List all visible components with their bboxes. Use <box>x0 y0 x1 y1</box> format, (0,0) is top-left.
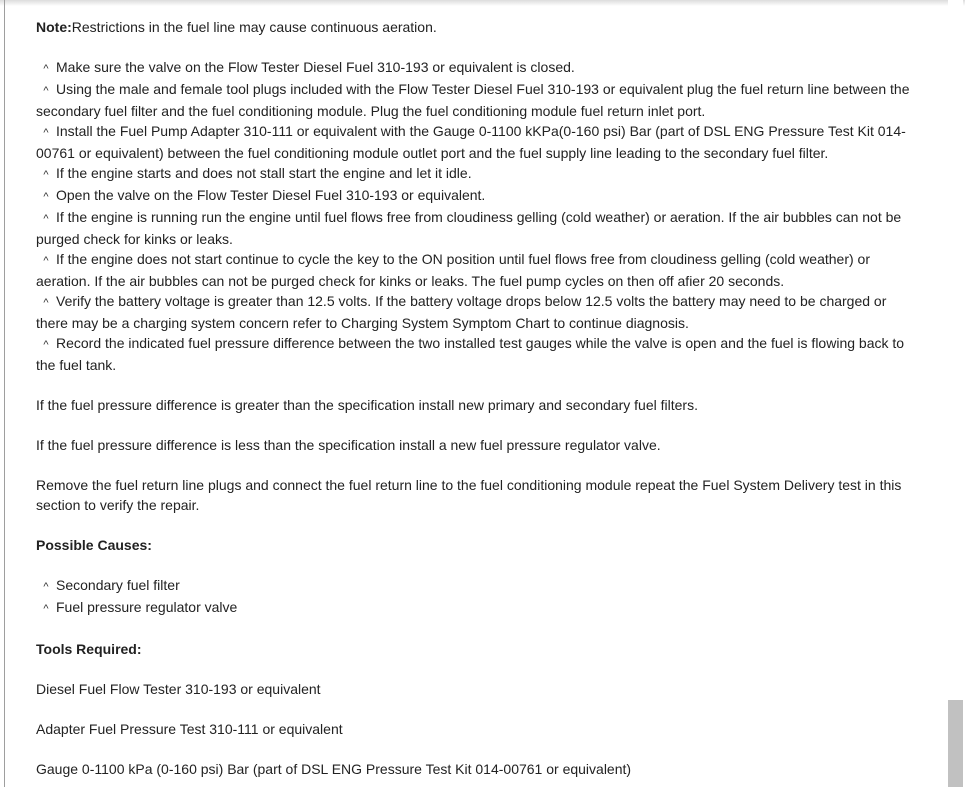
caret-icon: ^ <box>43 255 49 267</box>
step-text: Open the valve on the Flow Tester Diesel Fuel 310-193 or equivalent. <box>56 187 486 203</box>
step-item <box>36 185 920 207</box>
paragraph-greater: If the fuel pressure difference is greater than the specification install new primary and secondary fuel filters. <box>36 397 698 413</box>
paragraph-remove: Remove the fuel return line plugs and connect the fuel return line to the fuel conditioning module repeat the Fuel System Delivery test in this section to verify the repair. <box>36 477 902 513</box>
step-item <box>36 207 920 249</box>
caret-icon: ^ <box>43 213 49 225</box>
top-shadow <box>0 0 965 6</box>
step-text: Install the Fuel Pump Adapter 310-111 or equivalent with the Gauge 0-1100 kKPa(0-160 psi) Bar (part of DSL ENG Pressure Test Kit 014-00761 or equivalent) between the fuel conditioning module outlet port and the fuel supply line leading to the secondary fuel filter. <box>36 123 906 161</box>
step-text: Make sure the valve on the Flow Tester Diesel Fuel 310-193 or equivalent is closed. <box>56 59 575 75</box>
tool-item: Gauge 0-1100 kPa (0-160 psi) Bar (part of DSL ENG Pressure Test Kit 014-00761 or equivalent) <box>36 761 632 777</box>
step-text: Using the male and female tool plugs included with the Flow Tester Diesel Fuel 310-193 or equivalent plug the fuel return line between the secondary fuel filter and the fuel conditioning module. Plug the fuel conditioning module fuel return inlet port. <box>36 81 910 119</box>
document-content <box>36 17 920 779</box>
step-text: If the engine does not start continue to cycle the key to the ON position until fuel flows free from cloudiness gelling (cold weather) or aeration. If the air bubbles can not be purged check for kinks or leaks. The fuel pump cycles on then off afier 20 seconds. <box>36 251 870 289</box>
caret-icon: ^ <box>43 85 49 97</box>
step-item <box>36 163 920 185</box>
cause-item <box>36 597 920 619</box>
scrollbar-thumb[interactable] <box>948 700 963 787</box>
caret-icon: ^ <box>43 603 49 615</box>
step-text: Verify the battery voltage is greater than 12.5 volts. If the battery voltage drops below 12.5 volts the battery may need to be charged or there may be a charging system concern refer to Charging System Symptom Chart to continue diagnosis. <box>36 293 887 331</box>
caret-icon: ^ <box>43 63 49 75</box>
caret-icon: ^ <box>43 297 49 309</box>
step-item <box>36 291 920 333</box>
caret-icon: ^ <box>43 339 49 351</box>
vertical-scrollbar[interactable] <box>948 0 963 787</box>
tools-required-heading: Tools Required: <box>36 641 142 657</box>
step-item <box>36 79 920 121</box>
caret-icon: ^ <box>43 127 49 139</box>
paragraph-less: If the fuel pressure difference is less than the specification install a new fuel pressure regulator valve. <box>36 437 661 453</box>
left-border <box>4 0 5 787</box>
step-text: Record the indicated fuel pressure difference between the two installed test gauges while the valve is open and the fuel is flowing back to the fuel tank. <box>36 335 905 373</box>
tool-item: Diesel Fuel Flow Tester 310-193 or equivalent <box>36 681 321 697</box>
step-item <box>36 333 920 375</box>
step-text: If the engine starts and does not stall start the engine and let it idle. <box>56 165 472 181</box>
cause-text: Secondary fuel filter <box>56 577 180 593</box>
step-item <box>36 57 920 79</box>
tool-item: Adapter Fuel Pressure Test 310-111 or equivalent <box>36 721 343 737</box>
step-item <box>36 249 920 291</box>
step-text: If the engine is running run the engine until fuel flows free from cloudiness gelling (cold weather) or aeration. If the air bubbles can not be purged check for kinks or leaks. <box>36 209 902 247</box>
caret-icon: ^ <box>43 191 49 203</box>
cause-item <box>36 575 920 597</box>
step-item <box>36 121 920 163</box>
note-paragraph <box>36 17 920 37</box>
caret-icon: ^ <box>43 581 49 593</box>
possible-causes-heading: Possible Causes: <box>36 537 152 553</box>
note-text: Restrictions in the fuel line may cause continuous aeration. <box>71 19 437 35</box>
caret-icon: ^ <box>43 169 49 181</box>
cause-text: Fuel pressure regulator valve <box>56 599 238 615</box>
note-label: Note: <box>36 19 72 35</box>
